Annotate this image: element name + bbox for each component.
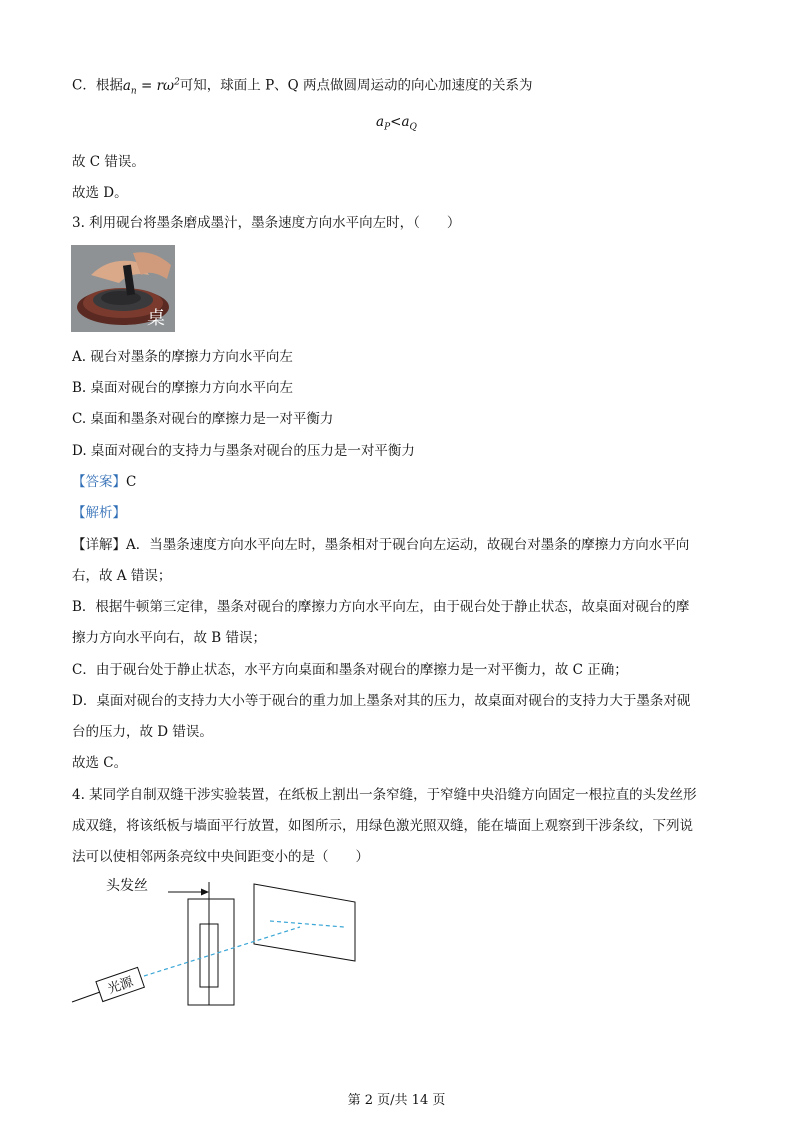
detail-d-line-1: D．桌面对砚台的支持力大小等于砚台的重力加上墨条对其的压力，故桌面对砚台的支持力大于墨条对砚: [72, 693, 691, 709]
relation-formula: $a_P<a_Q$: [376, 114, 417, 133]
choose-d: 故选 D。: [72, 185, 128, 201]
detail-a-line-2: 右，故 A 错误；: [72, 568, 172, 584]
analysis-tag: 【解析】: [72, 505, 126, 521]
hair-label: 头发丝: [106, 878, 148, 894]
detail-a-line-1: 【详解】A．当墨条速度方向水平向左时，墨条相对于砚台向左运动，故砚台对墨条的摩擦力方向水平向: [72, 537, 690, 553]
cardboard: [188, 899, 234, 1005]
q4-stem-line-2: 成双缝，将该纸板与墙面平行放置，如图所示，用绿色激光照双缝，能在墙面上观察到干涉条纹，下列说: [72, 818, 693, 834]
wall: [254, 884, 355, 961]
hair-arrow-head: [201, 889, 209, 896]
q4-stem-line-1: 4. 某同学自制双缝干涉实验装置，在纸板上割出一条窄缝，于窄缝中央沿缝方向固定一根拉直的头发丝形: [72, 787, 697, 803]
source-cable: [72, 992, 100, 1002]
q3-option-a: A. 砚台对墨条的摩擦力方向水平向左: [72, 349, 293, 365]
detail-b-line-1: B．根据牛顿第三定律，墨条对砚台的摩擦力方向水平向左，由于砚台处于静止状态，故桌面对砚台的摩: [72, 599, 690, 615]
double-slit-figure: [68, 872, 368, 1021]
q3-option-c: C. 桌面和墨条对砚台的摩擦力是一对平衡力: [72, 411, 334, 427]
interference-fringe-line: [270, 921, 344, 927]
formula: $a_n = r\omega^2$: [122, 77, 180, 97]
q3-option-b: B. 桌面对砚台的摩擦力方向水平向左: [72, 380, 294, 396]
photo-label: 桌: [147, 308, 165, 329]
source-label: 光源: [105, 974, 136, 998]
page-footer: 第 2 页/共 14 页: [347, 1093, 446, 1108]
answer-tag: 【答案】: [72, 474, 126, 490]
answer-line: [72, 473, 136, 491]
light-source: [96, 967, 144, 1001]
detail-d-line-2: 台的压力，故 D 错误。: [72, 724, 213, 740]
detail-tag: 【详解】: [72, 537, 126, 553]
choose-c: 故选 C。: [72, 755, 128, 771]
detail-c: C．由于砚台处于静止状态，水平方向桌面和墨条对砚台的摩擦力是一对平衡力，故 C 正确；: [72, 662, 628, 678]
detail-b-line-2: 擦力方向水平向右，故 B 错误；: [72, 630, 267, 646]
c-wrong: 故 C 错误。: [72, 154, 145, 170]
q3-stem: 3. 利用砚台将墨条磨成墨汁，墨条速度方向水平向左时，（ ）: [72, 215, 461, 231]
double-slit-diagram: [68, 872, 368, 1017]
answer-value: C: [126, 474, 137, 490]
q4-stem-line-3: 法可以使相邻两条亮纹中央间距变小的是（ ）: [72, 849, 369, 865]
laser-beam: [144, 927, 300, 976]
option-c-explanation: C．根据$a_n = r\omega^2$可知，球面上 P、Q 两点做圆周运动的向心加速度的关系为: [72, 77, 533, 97]
inkstone-photo: [71, 245, 175, 332]
q3-option-d: D. 桌面对砚台的支持力与墨条对砚台的压力是一对平衡力: [72, 443, 415, 459]
